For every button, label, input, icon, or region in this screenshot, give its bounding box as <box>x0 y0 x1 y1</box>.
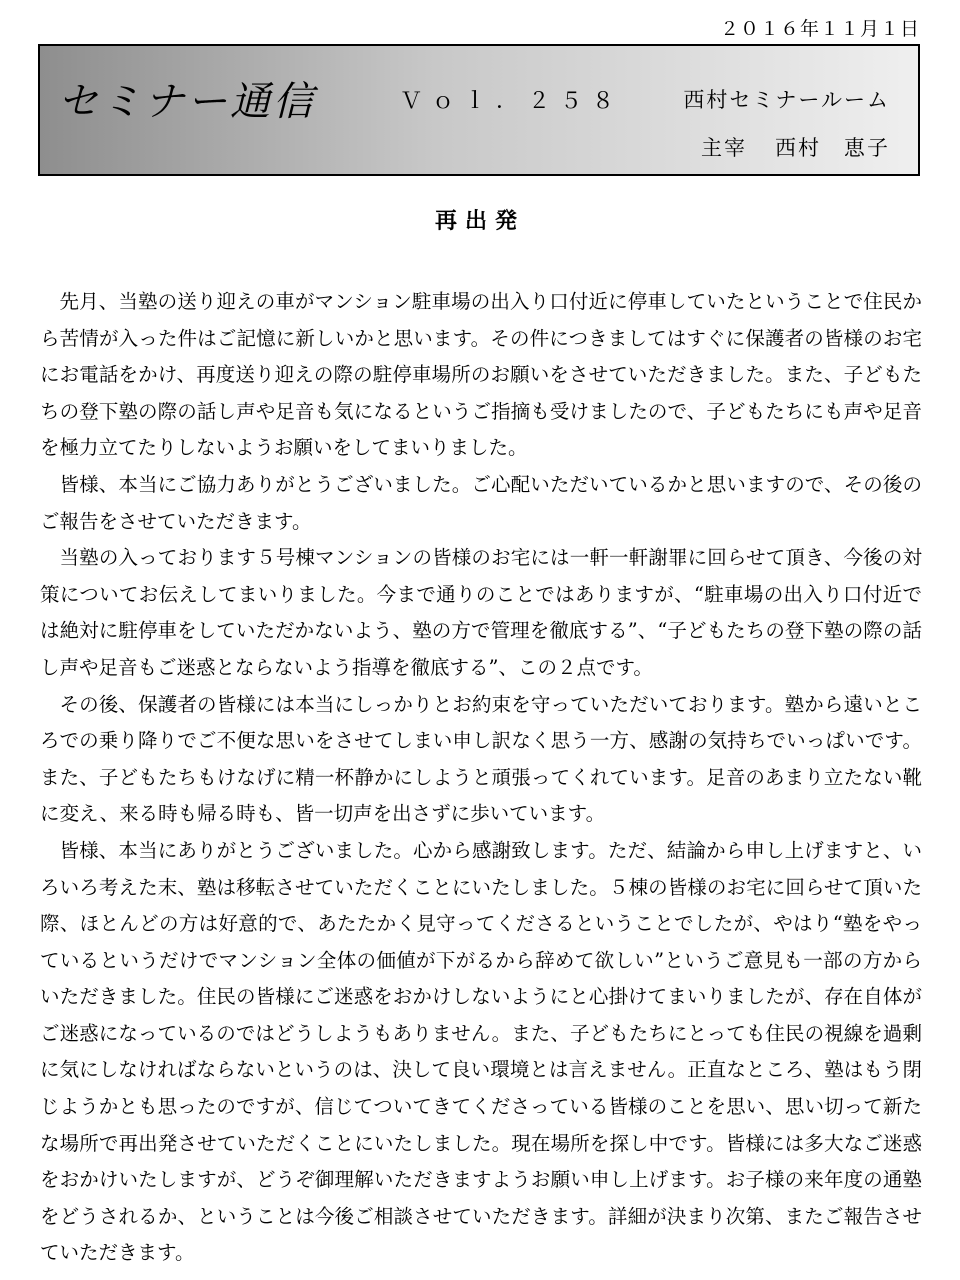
paragraph: その後、保護者の皆様には本当にしっかりとお約束を守っていただいております。塾から遠いところでの乗り降りでご不便な思いをさせてしまい申し訳なく思う一方、感謝の気持ちでいっぱいです。また、子どもたちもけなげに精一杯静かにしようと頑張ってくれています。足音のあまり立たない靴に変え、来る時も帰る時も、皆一切声を出さずに歩いています。 <box>40 692 922 826</box>
organization-name: 西村セミナールーム <box>683 88 890 112</box>
director-role: 主宰 <box>701 136 747 160</box>
newsletter-title: セミナー通信 <box>58 79 316 125</box>
paragraph: 当塾の入っております５号棟マンションの皆様のお宅には一軒一軒謝罪に回らせて頂き、今後の対策についてお伝えしてまいりました。今まで通りのことではありますが、“駐車場の出入り口付近では絶対に駐停車をしていただかないよう、塾の方で管理を徹底する”、“子どもたちの登下塾の際の話し声や足音もご迷惑とならないよう指導を徹底する”、この２点です。 <box>40 546 922 679</box>
volume-number: Ｖｏｌ．２５８ <box>400 89 625 114</box>
article-title: 再出発 <box>434 208 525 234</box>
issue-date: ２０１６年１１月１日 <box>719 18 920 40</box>
paragraph: 先月、当塾の送り迎えの車がマンション駐車場の出入り口付近に停車していたということで住民から苦情が入った件はご記憶に新しいかと思います。その件につきましてはすぐに保護者の皆様のお宅にお電話をかけ、再度送り迎えの際の駐停車場所のお願いをさせていただきました。また、子どもたちの登下塾の際の話し声や足音も気になるというご指摘も受けましたので、子どもたちにも声や足音を極力立てたりしないようお願いをしてまいりました。 <box>40 290 922 460</box>
newsletter-header <box>38 44 920 176</box>
paragraph: 皆様、本当にありがとうございました。心から感謝致します。ただ、結論から申し上げますと、いろいろ考えた末、塾は移転させていただくことにいたしました。５棟の皆様のお宅に回らせて頂いた際、ほとんどの方は好意的で、あたたかく見守ってくださるということでしたが、やはり“塾をやっているというだけでマンション全体の価値が下がるから辞めて欲しい”というご意見も一部の方からいただきました。住民の皆様にご迷惑をおかけしないようにと心掛けてまいりましたが、存在自体がご迷惑になっているのではどうしようもありません。また、子どもたちにとっても住民の視線を過剰に気にしなければならないというのは、決して良い環境とは言えません。正直なところ、塾はもう閉じようかとも思ったのですが、信じてついてきてくださっている皆様のことを思い、思い切って新たな場所で再出発させていただくことにいたしました。現在場所を探し中です。皆様には多大なご迷惑をおかけいたしますが、どうぞ御理解いただきますようお願い申し上げます。お子様の来年度の通塾をどうされるか、ということは今後ご相談させていただきます。詳細が決まり次第、またご報告させていただきます。 <box>40 838 922 1265</box>
director-name: 西村 恵子 <box>775 136 890 160</box>
director-line <box>701 132 890 162</box>
paragraph: 皆様、本当にご協力ありがとうございました。ご心配いただいているかと思いますので、その後のご報告をさせていただきます。 <box>40 472 922 533</box>
article-body <box>40 284 922 1272</box>
